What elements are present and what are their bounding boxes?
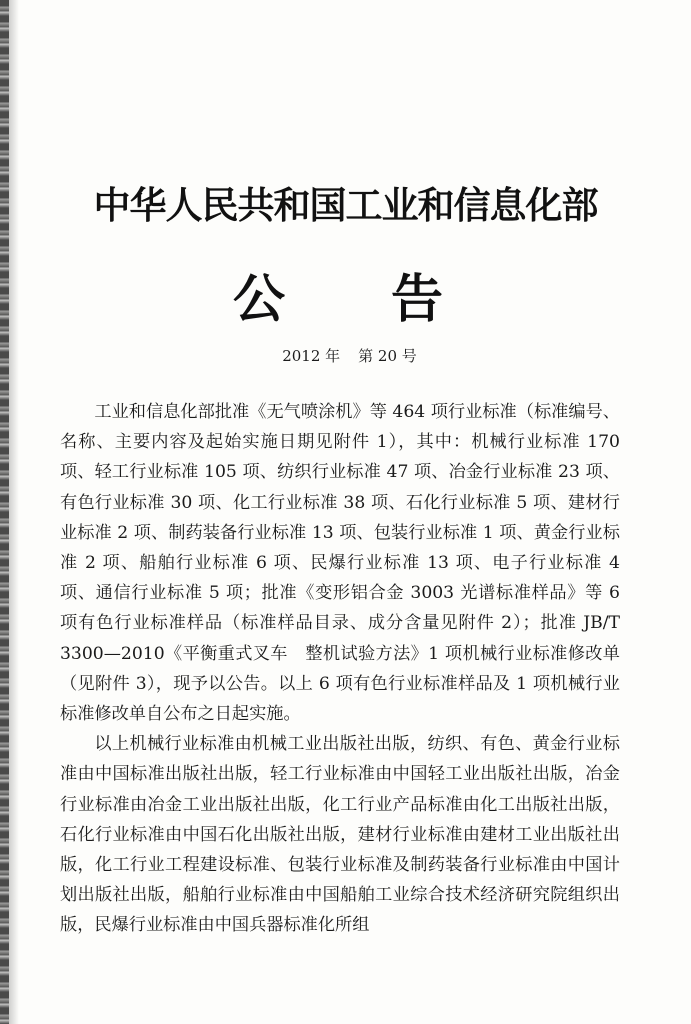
announcement-char-2: 告 bbox=[391, 270, 444, 330]
issue-year: 2012 年 bbox=[282, 347, 341, 365]
ministry-title: 中华人民共和国工业和信息化部 bbox=[93, 184, 598, 227]
scan-binding-edge bbox=[0, 0, 9, 1024]
issue-number: 第 20 号 bbox=[358, 347, 417, 365]
announcement-char-1: 公 bbox=[233, 270, 286, 330]
announcement-heading bbox=[0, 257, 691, 330]
announcement-body bbox=[60, 397, 620, 941]
scan-binding-shadow bbox=[9, 0, 19, 1024]
body-paragraph-1: 工业和信息化部批准《无气喷涂机》等 464 项行业标准（标准编号、名称、主要内容及起始实施日期见附件 1），其中：机械行业标准 170 项、轻工行业标准 105 项、纺织行业标准 47 项、冶金行业标准 23 项、有色行业标准 30 项、化工行业标准 38 项、石化行业标准 5 项、建材行业标准 2 项、制药装备行业标准 13 项、包装行业标准 1 项、黄金行业标准 2 项、船舶行业标准 6 项、民爆行业标准 13 项、电子行业标准 4 项、通信行业标准 5 项；批准《变形铝合金 3003 光谱标准样品》等 6 项有色行业标准样品（标准样品目录、成分含量见附件 2）；批准 JB/T 3300—2010《平衡重式叉车 整机试验方法》1 项机械行业标准修改单（见附件 3），现予以公告。以上 6 项有色行业标准样品及 1 项机械行业标准修改单自公布之日起实施。 bbox=[60, 402, 620, 725]
body-paragraph-2: 以上机械行业标准由机械工业出版社出版，纺织、有色、黄金行业标准由中国标准出版社出版，轻工行业标准由中国轻工业出版社出版，冶金行业标准由冶金工业出版社出版，化工行业产品标准由化工出版社出版，石化行业标准由中国石化出版社出版，建材行业标准由建材工业出版社出版，化工行业工程建设标准、包装行业标准及制药装备行业标准由中国计划出版社出版，船舶行业标准由中国船舶工业综合技术经济研究院组织出版，民爆行业标准由中国兵器标准化所组 bbox=[60, 734, 620, 936]
issue-line bbox=[0, 345, 691, 366]
